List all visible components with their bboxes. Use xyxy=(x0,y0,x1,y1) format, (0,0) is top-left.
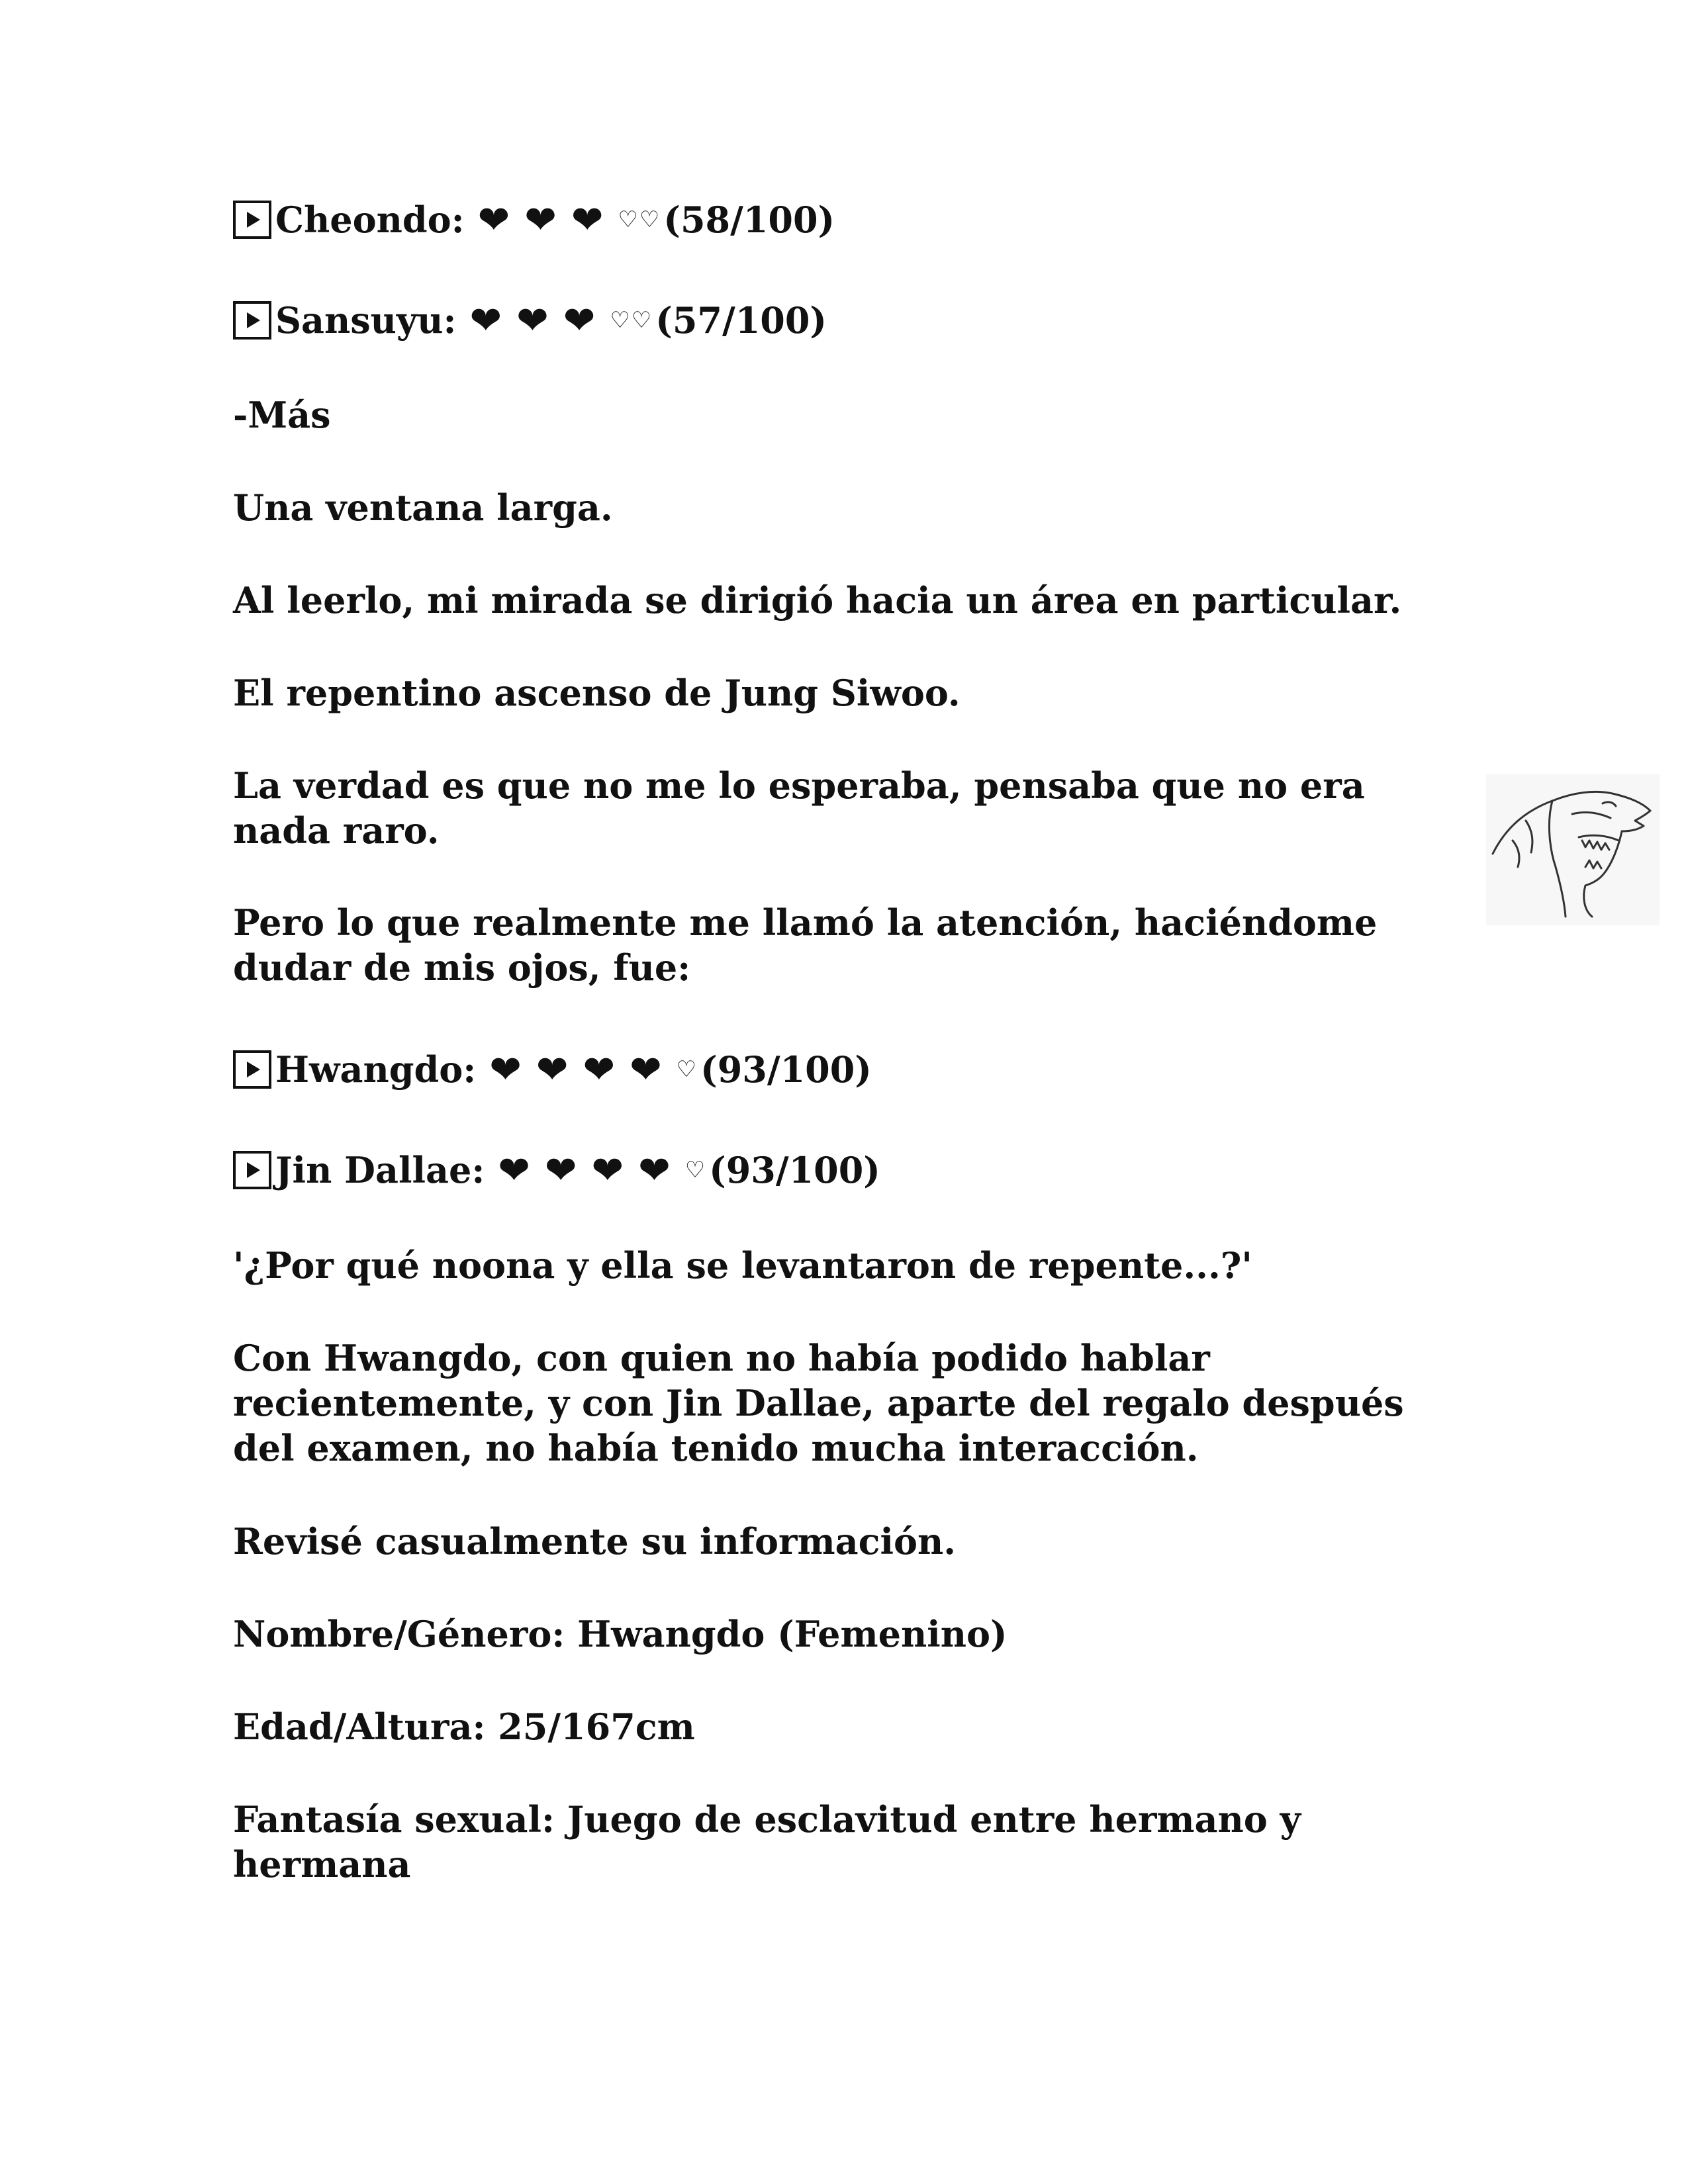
paragraph: Pero lo que realmente me llamó la atención, haciéndome dudar de mis ojos, fue: xyxy=(233,901,1378,989)
stat-name: Jin Dallae: xyxy=(275,1149,485,1191)
info-fantasy: Fantasía sexual: Juego de esclavitud entre hermano y hermana xyxy=(233,1798,1301,1886)
stat-line-jin-dallae xyxy=(233,1148,1458,1193)
stat-score: (93/100) xyxy=(709,1149,880,1191)
stat-line-sansuyu xyxy=(233,298,1458,343)
heart-full-icon: ❤ xyxy=(524,197,557,242)
paragraph: Al leerlo, mi mirada se dirigió hacia un área en particular. xyxy=(233,579,1402,621)
info-name-gender: Nombre/Género: Hwangdo (Femenino) xyxy=(233,1613,1008,1655)
play-box-icon xyxy=(233,301,271,340)
stat-score: (93/100) xyxy=(700,1048,872,1091)
info-age-height: Edad/Altura: 25/167cm xyxy=(233,1706,695,1748)
heart-full-icon: ❤ xyxy=(571,197,604,242)
stat-name: Cheondo: xyxy=(275,199,465,241)
stat-name: Hwangdo: xyxy=(275,1048,477,1091)
heart-full-icon: ❤ xyxy=(638,1148,671,1193)
heart-full-icon: ❤ xyxy=(563,298,596,343)
heart-full-icon: ❤ xyxy=(583,1047,616,1092)
paragraph: Con Hwangdo, con quien no había podido hablar recientemente, y con Jin Dallae, aparte del regalo después del examen, no había tenido mucha interacción. xyxy=(233,1337,1404,1469)
heart-empty-icon: ♡ xyxy=(676,1056,697,1083)
heart-rating xyxy=(477,197,661,242)
heart-empty-icon: ♡ xyxy=(639,206,660,233)
stat-line-cheondo xyxy=(233,197,1458,242)
heart-full-icon: ❤ xyxy=(469,298,502,343)
heart-full-icon: ❤ xyxy=(630,1047,662,1092)
heart-empty-icon: ♡ xyxy=(610,307,630,334)
play-box-icon xyxy=(233,1050,271,1089)
heart-full-icon: ❤ xyxy=(591,1148,624,1193)
heart-full-icon: ❤ xyxy=(544,1148,577,1193)
paragraph: '¿Por qué noona y ella se levantaron de repente...?' xyxy=(233,1244,1252,1287)
paragraph: Una ventana larga. xyxy=(233,486,613,529)
heart-full-icon: ❤ xyxy=(477,197,510,242)
heart-empty-icon: ♡ xyxy=(684,1157,706,1183)
heart-full-icon: ❤ xyxy=(498,1148,530,1193)
play-box-icon xyxy=(233,201,271,239)
heart-empty-icon: ♡ xyxy=(631,307,652,334)
paragraph-mas: -Más xyxy=(233,394,331,436)
paragraph: La verdad es que no me lo esperaba, pensaba que no era nada raro. xyxy=(233,764,1365,852)
paragraph: Revisé casualmente su información. xyxy=(233,1520,957,1563)
paragraph: El repentino ascenso de Jung Siwoo. xyxy=(233,672,961,714)
heart-rating xyxy=(489,1047,698,1092)
stat-score: (57/100) xyxy=(655,299,827,341)
heart-full-icon: ❤ xyxy=(536,1047,569,1092)
heart-full-icon: ❤ xyxy=(489,1047,522,1092)
stat-score: (58/100) xyxy=(663,199,835,241)
dinosaur-sketch-icon xyxy=(1486,774,1660,925)
heart-full-icon: ❤ xyxy=(516,298,549,343)
stat-line-hwangdo xyxy=(233,1047,1458,1092)
stat-name: Sansuyu: xyxy=(275,299,457,341)
heart-empty-icon: ♡ xyxy=(618,206,638,233)
heart-rating xyxy=(498,1148,706,1193)
play-box-icon xyxy=(233,1151,271,1189)
heart-rating xyxy=(469,298,653,343)
